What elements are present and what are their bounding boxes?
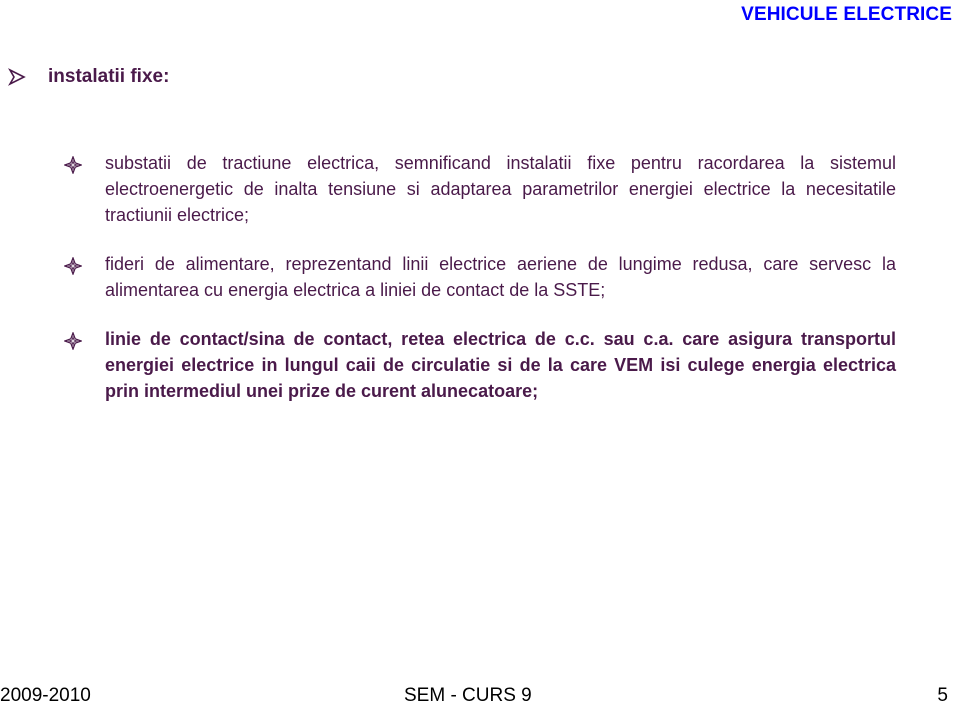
list-item-text: substatii de tractiune electrica, semnificand instalatii fixe pentru racordarea la sistemul electroenergetic de inalta tensiune si adaptarea parametrilor energiei electrice la necesitatile tractiunii electrice; bbox=[105, 153, 896, 225]
bullet-list bbox=[64, 150, 896, 427]
footer-page-number: 5 bbox=[937, 685, 948, 706]
list-item bbox=[64, 150, 896, 228]
slide-footer bbox=[0, 683, 960, 711]
section-heading: instalatii fixe: bbox=[48, 66, 170, 87]
list-item-text: fideri de alimentare, reprezentand linii electrice aeriene de lungime redusa, care servesc la alimentarea cu energia electrica a liniei de contact de la SSTE; bbox=[105, 254, 896, 300]
diamond-bullet-icon bbox=[64, 332, 82, 350]
diamond-bullet-icon bbox=[64, 257, 82, 275]
list-item bbox=[64, 251, 896, 303]
list-item-text: linie de contact/sina de contact, retea electrica de c.c. sau c.a. care asigura transportul energiei electrice in lungul caii de circulatie si de la care VEM isi culege energia electrica prin intermediul unei prize de curent alunecatoare; bbox=[105, 329, 896, 401]
footer-course: SEM - CURS 9 bbox=[404, 685, 532, 706]
arrow-bullet-icon bbox=[8, 68, 26, 86]
footer-year: 2009-2010 bbox=[0, 685, 91, 706]
slide-title: VEHICULE ELECTRICE bbox=[741, 4, 952, 25]
diamond-bullet-icon bbox=[64, 156, 82, 174]
list-item bbox=[64, 326, 896, 404]
section-heading-row bbox=[8, 66, 169, 88]
